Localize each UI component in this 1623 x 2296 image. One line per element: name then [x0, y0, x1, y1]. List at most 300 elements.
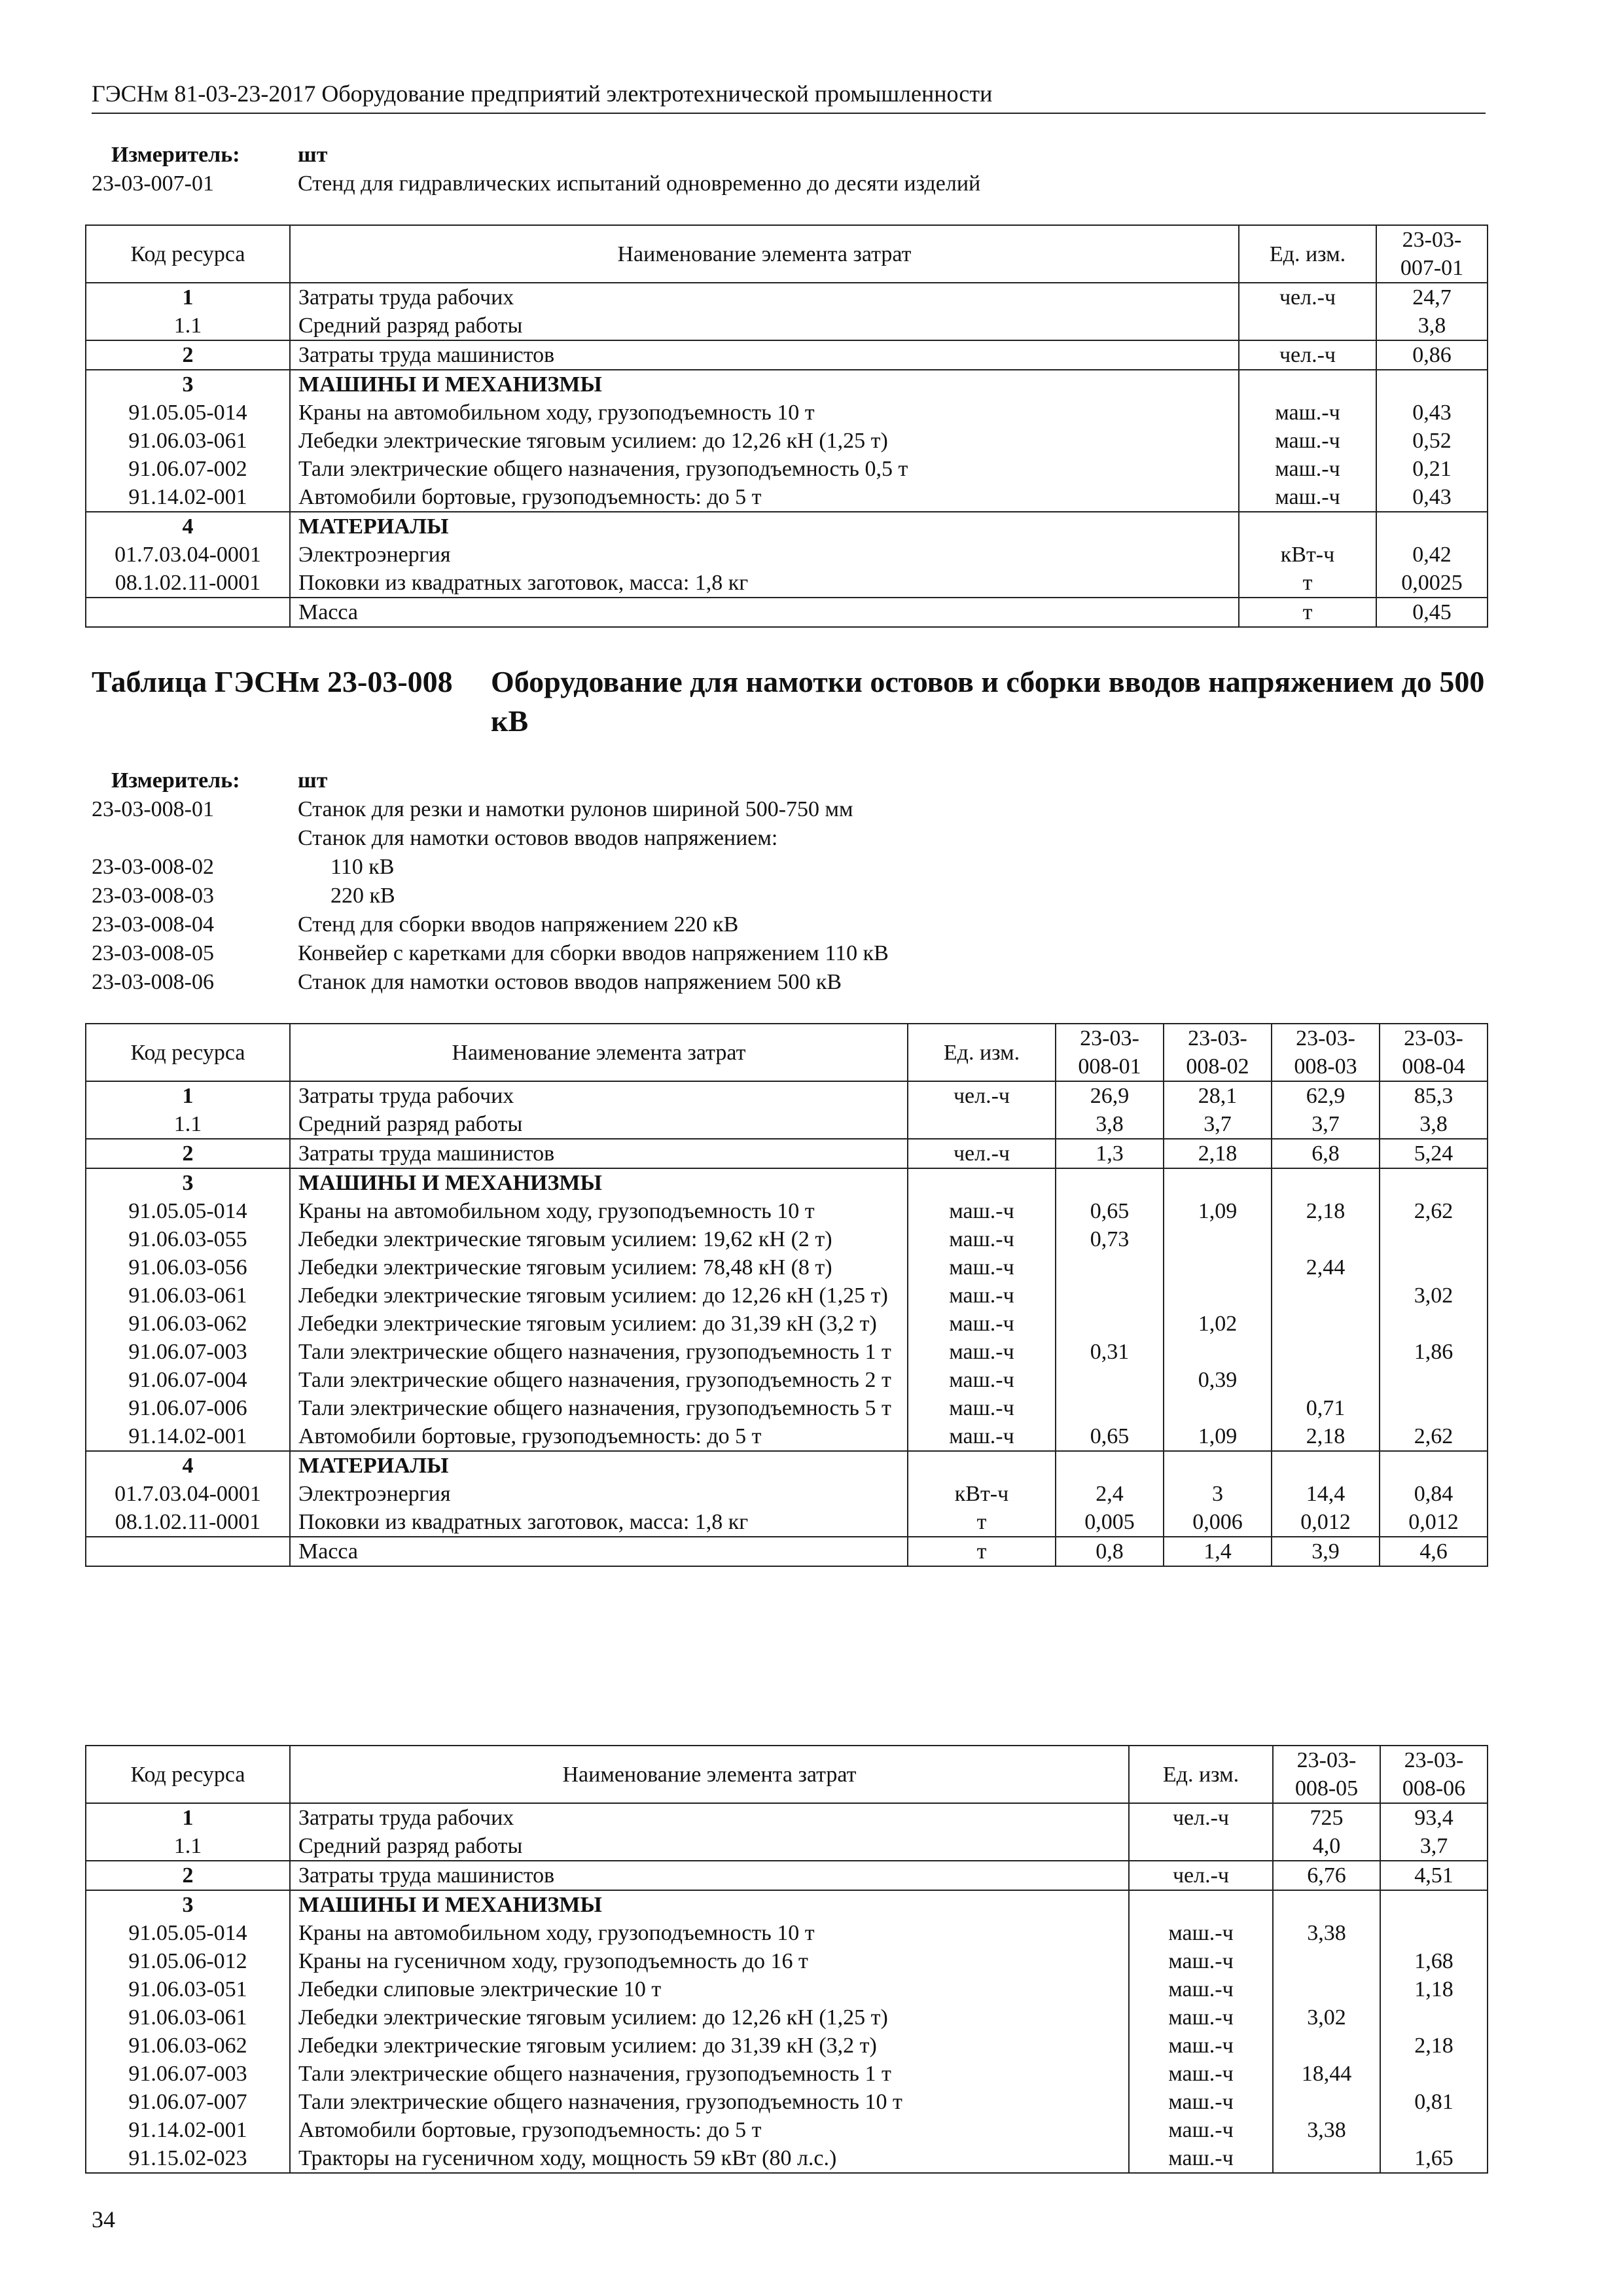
cost-element-name-cell: МАТЕРИАЛЫ [290, 1451, 908, 1480]
table-row [86, 312, 1488, 340]
resource-code-cell: 91.05.05-014 [86, 1919, 290, 1947]
value-cell: 3,38 [1273, 1919, 1380, 1947]
table-row [86, 1139, 1488, 1168]
unit-cell: чел.-ч [908, 1081, 1056, 1110]
unit-cell [908, 1110, 1056, 1139]
unit-cell: маш.-ч [908, 1282, 1056, 1310]
value-cell: 0,0025 [1376, 569, 1488, 598]
item-code: 23-03-008-06 [92, 970, 214, 994]
item-text: Стенд для сборки вводов напряжением 220 кВ [298, 912, 739, 937]
resource-code-cell [86, 1537, 290, 1566]
value-cell: 1,4 [1164, 1537, 1272, 1566]
resource-code-cell: 1.1 [86, 1110, 290, 1139]
resource-code-cell: 91.14.02-001 [86, 483, 290, 512]
value-cell: 26,9 [1056, 1081, 1164, 1110]
resource-code-cell: 08.1.02.11-0001 [86, 569, 290, 598]
column-header: Код ресурса [86, 225, 290, 283]
cost-element-name-cell: МАШИНЫ И МЕХАНИЗМЫ [290, 370, 1239, 399]
resource-code-cell: 91.06.03-055 [86, 1225, 290, 1253]
unit-cell: чел.-ч [1129, 1803, 1273, 1832]
cost-element-name-cell: Лебедки электрические тяговым усилием: 19,62 кН (2 т) [290, 1225, 908, 1253]
unit-cell: маш.-ч [908, 1394, 1056, 1422]
unit-cell: чел.-ч [908, 1139, 1056, 1168]
value-cell [1272, 1451, 1380, 1480]
unit-cell: т [1239, 569, 1376, 598]
unit-cell: маш.-ч [908, 1253, 1056, 1282]
unit-cell [908, 1451, 1056, 1480]
cost-element-name-cell: Автомобили бортовые, грузоподъемность: до 5 т [290, 2116, 1129, 2144]
item-text: Стенд для гидравлических испытаний одновременно до десяти изделий [298, 171, 981, 196]
unit-cell [1129, 1832, 1273, 1861]
resource-code-cell: 91.05.05-014 [86, 1197, 290, 1225]
value-cell: 0,86 [1376, 340, 1488, 370]
value-cell [1273, 2088, 1380, 2116]
column-header: 23-03- 008-06 [1380, 1746, 1488, 1803]
value-cell [1056, 1366, 1164, 1394]
unit-cell: маш.-ч [1129, 2003, 1273, 2032]
value-cell: 3 [1164, 1480, 1272, 1508]
table-row [86, 541, 1488, 569]
resource-code-cell: 4 [86, 1451, 290, 1480]
unit-cell [1129, 1890, 1273, 1919]
item-code: 23-03-007-01 [92, 171, 214, 196]
resource-code-cell: 2 [86, 1861, 290, 1890]
unit-cell: маш.-ч [1129, 2088, 1273, 2116]
value-cell: 0,65 [1056, 1422, 1164, 1451]
value-cell: 62,9 [1272, 1081, 1380, 1110]
value-cell: 1,68 [1380, 1947, 1488, 1975]
unit-cell: маш.-ч [908, 1310, 1056, 1338]
cost-element-name-cell: Тали электрические общего назначения, грузоподъемность 2 т [290, 1366, 908, 1394]
value-cell: 0,012 [1380, 1508, 1488, 1537]
value-cell [1272, 1310, 1380, 1338]
unit-cell: маш.-ч [1239, 427, 1376, 455]
cost-element-name-cell: Масса [290, 1537, 908, 1566]
unit-cell: маш.-ч [1129, 1919, 1273, 1947]
resource-code-cell: 91.06.03-061 [86, 1282, 290, 1310]
resource-code-cell: 91.05.05-014 [86, 399, 290, 427]
value-cell [1380, 2116, 1488, 2144]
value-cell: 3,8 [1380, 1110, 1488, 1139]
column-header: 23-03- 007-01 [1376, 225, 1488, 283]
value-cell [1380, 1394, 1488, 1422]
table-row [86, 1422, 1488, 1451]
unit-cell: маш.-ч [908, 1366, 1056, 1394]
value-cell: 3,02 [1380, 1282, 1488, 1310]
value-cell [1380, 1310, 1488, 1338]
value-cell: 2,4 [1056, 1480, 1164, 1508]
table-row [86, 1310, 1488, 1338]
cost-element-name-cell: Средний разряд работы [290, 312, 1239, 340]
value-cell [1056, 1310, 1164, 1338]
unit-cell: чел.-ч [1239, 340, 1376, 370]
unit-cell: т [908, 1508, 1056, 1537]
table-row [86, 1947, 1488, 1975]
table-row [86, 340, 1488, 370]
cost-element-name-cell: Масса [290, 598, 1239, 627]
page-number: 34 [92, 2206, 115, 2233]
value-cell [1272, 1225, 1380, 1253]
value-cell: 0,52 [1376, 427, 1488, 455]
value-cell: 3,38 [1273, 2116, 1380, 2144]
value-cell [1164, 1451, 1272, 1480]
value-cell [1380, 2060, 1488, 2088]
unit-cell: маш.-ч [1129, 2116, 1273, 2144]
resource-code-cell: 3 [86, 1168, 290, 1197]
column-header: 23-03- 008-03 [1272, 1024, 1380, 1081]
value-cell: 28,1 [1164, 1081, 1272, 1110]
value-cell [1056, 1253, 1164, 1282]
cost-element-name-cell: Краны на гусеничном ходу, грузоподъемность до 16 т [290, 1947, 1129, 1975]
value-cell [1272, 1168, 1380, 1197]
cost-element-name-cell: Краны на автомобильном ходу, грузоподъемность 10 т [290, 1197, 908, 1225]
value-cell: 3,8 [1056, 1110, 1164, 1139]
table-row [86, 1081, 1488, 1110]
value-cell [1273, 1975, 1380, 2003]
table-row [86, 1803, 1488, 1832]
item-text: 110 кВ [330, 855, 395, 879]
column-header: 23-03- 008-04 [1380, 1024, 1488, 1081]
cost-element-name-cell: Лебедки электрические тяговым усилием: до 31,39 кН (3,2 т) [290, 1310, 908, 1338]
table-row [86, 1366, 1488, 1394]
table-row [86, 2144, 1488, 2173]
value-cell: 85,3 [1380, 1081, 1488, 1110]
value-cell [1376, 370, 1488, 399]
cost-element-name-cell: Лебедки электрические тяговым усилием: до 12,26 кН (1,25 т) [290, 427, 1239, 455]
value-cell: 24,7 [1376, 283, 1488, 312]
value-cell: 1,09 [1164, 1422, 1272, 1451]
table-row [86, 1110, 1488, 1139]
item-code [92, 824, 298, 853]
value-cell: 6,76 [1273, 1861, 1380, 1890]
value-cell: 0,012 [1272, 1508, 1380, 1537]
value-cell [1164, 1282, 1272, 1310]
cost-table-008-a [85, 1023, 1488, 1567]
cost-element-name-cell: Автомобили бортовые, грузоподъемность: до 5 т [290, 1422, 908, 1451]
table-row [86, 1832, 1488, 1861]
value-cell: 0,31 [1056, 1338, 1164, 1366]
cost-element-name-cell: Тракторы на гусеничном ходу, мощность 59 кВт (80 л.с.) [290, 2144, 1129, 2173]
unit-cell: чел.-ч [1239, 283, 1376, 312]
value-cell [1056, 1451, 1164, 1480]
value-cell: 1,86 [1380, 1338, 1488, 1366]
column-header: Ед. изм. [908, 1024, 1056, 1081]
value-cell: 1,65 [1380, 2144, 1488, 2173]
resource-code-cell: 1 [86, 283, 290, 312]
value-cell [1273, 2144, 1380, 2173]
cost-element-name-cell: Лебедки электрические тяговым усилием: до 12,26 кН (1,25 т) [290, 1282, 908, 1310]
value-cell: 14,4 [1272, 1480, 1380, 1508]
value-cell: 725 [1273, 1803, 1380, 1832]
value-cell: 2,62 [1380, 1197, 1488, 1225]
value-cell: 3,02 [1273, 2003, 1380, 2032]
cost-element-name-cell: Тали электрические общего назначения, грузоподъемность 1 т [290, 1338, 908, 1366]
cost-element-name-cell: Лебедки слиповые электрические 10 т [290, 1975, 1129, 2003]
table-row [86, 427, 1488, 455]
value-cell: 4,51 [1380, 1861, 1488, 1890]
resource-code-cell: 91.06.03-061 [86, 427, 290, 455]
value-cell: 0,8 [1056, 1537, 1164, 1566]
value-cell: 0,84 [1380, 1480, 1488, 1508]
measure-label: Измеритель: [111, 768, 240, 793]
value-cell: 2,18 [1272, 1422, 1380, 1451]
unit-cell: маш.-ч [1129, 2144, 1273, 2173]
column-header: Код ресурса [86, 1024, 290, 1081]
item-code: 23-03-008-03 [92, 884, 214, 908]
table-row [86, 483, 1488, 512]
table-row [86, 1537, 1488, 1566]
table-row [86, 370, 1488, 399]
cost-element-name-cell: Средний разряд работы [290, 1110, 908, 1139]
cost-element-name-cell: Лебедки электрические тяговым усилием: 78,48 кН (8 т) [290, 1253, 908, 1282]
table-row [86, 455, 1488, 483]
unit-cell: маш.-ч [1239, 483, 1376, 512]
value-cell [1272, 1282, 1380, 1310]
unit-cell: кВт-ч [908, 1480, 1056, 1508]
item-code: 23-03-008-04 [92, 912, 214, 937]
resource-code-cell: 08.1.02.11-0001 [86, 1508, 290, 1537]
table-row [86, 1480, 1488, 1508]
column-header: Наименование элемента затрат [290, 1024, 908, 1081]
cost-element-name-cell: Поковки из квадратных заготовок, масса: 1,8 кг [290, 569, 1239, 598]
table-row [86, 569, 1488, 598]
value-cell: 1,18 [1380, 1975, 1488, 2003]
resource-code-cell: 91.15.02-023 [86, 2144, 290, 2173]
value-cell [1380, 1890, 1488, 1919]
value-cell: 3,7 [1272, 1110, 1380, 1139]
page-header: ГЭСНм 81-03-23-2017 Оборудование предприятий электротехнической промышленности [92, 79, 1486, 114]
cost-element-name-cell: Тали электрические общего назначения, грузоподъемность 5 т [290, 1394, 908, 1422]
unit-cell: маш.-ч [1129, 2060, 1273, 2088]
value-cell: 0,43 [1376, 483, 1488, 512]
resource-code-cell: 1 [86, 1081, 290, 1110]
item-text: Станок для намотки остовов вводов напряжением: [298, 826, 778, 850]
table-row [86, 512, 1488, 541]
value-cell: 0,65 [1056, 1197, 1164, 1225]
cost-element-name-cell: Затраты труда машинистов [290, 340, 1239, 370]
unit-cell: маш.-ч [908, 1197, 1056, 1225]
cost-element-name-cell: Краны на автомобильном ходу, грузоподъемность 10 т [290, 399, 1239, 427]
resource-code-cell [86, 598, 290, 627]
table-row [86, 1508, 1488, 1537]
value-cell [1380, 1451, 1488, 1480]
cost-element-name-cell: Автомобили бортовые, грузоподъемность: до 5 т [290, 483, 1239, 512]
resource-code-cell: 3 [86, 1890, 290, 1919]
value-cell: 93,4 [1380, 1803, 1488, 1832]
table-name-title: Оборудование для намотки остовов и сборки вводов напряжением до 500 кВ [491, 665, 1485, 738]
value-cell: 0,42 [1376, 541, 1488, 569]
measure-block-1 [92, 141, 1499, 198]
cost-element-name-cell: Затраты труда рабочих [290, 283, 1239, 312]
value-cell: 0,005 [1056, 1508, 1164, 1537]
value-cell [1380, 1168, 1488, 1197]
unit-cell: т [908, 1537, 1056, 1566]
resource-code-cell: 91.14.02-001 [86, 1422, 290, 1451]
table-row [86, 1282, 1488, 1310]
item-text: 220 кВ [330, 884, 395, 908]
value-cell: 1,09 [1164, 1197, 1272, 1225]
value-cell [1164, 1253, 1272, 1282]
value-cell [1164, 1394, 1272, 1422]
cost-element-name-cell: МАШИНЫ И МЕХАНИЗМЫ [290, 1890, 1129, 1919]
table-row [86, 2003, 1488, 2032]
table-id-title: Таблица ГЭСНм 23-03-008 [92, 665, 453, 698]
value-cell: 0,43 [1376, 399, 1488, 427]
value-cell: 0,45 [1376, 598, 1488, 627]
resource-code-cell: 91.06.07-003 [86, 1338, 290, 1366]
value-cell [1056, 1168, 1164, 1197]
value-cell: 0,71 [1272, 1394, 1380, 1422]
column-header: 23-03- 008-05 [1273, 1746, 1380, 1803]
item-text: Конвейер с каретками для сборки вводов напряжением 110 кВ [298, 941, 889, 965]
table-row [86, 2088, 1488, 2116]
value-cell: 2,44 [1272, 1253, 1380, 1282]
value-cell: 0,73 [1056, 1225, 1164, 1253]
column-header: Наименование элемента затрат [290, 225, 1239, 283]
table-row [86, 1861, 1488, 1890]
value-cell: 0,006 [1164, 1508, 1272, 1537]
cost-element-name-cell: Затраты труда машинистов [290, 1861, 1129, 1890]
value-cell: 5,24 [1380, 1139, 1488, 1168]
unit-cell: кВт-ч [1239, 541, 1376, 569]
unit-cell: маш.-ч [908, 1225, 1056, 1253]
table-row [86, 1394, 1488, 1422]
resource-code-cell: 1.1 [86, 1832, 290, 1861]
value-cell [1380, 1366, 1488, 1394]
cost-table-008-b [85, 1745, 1488, 2174]
value-cell [1056, 1394, 1164, 1422]
value-cell: 4,6 [1380, 1537, 1488, 1566]
unit-cell: маш.-ч [1129, 2032, 1273, 2060]
table-row [86, 399, 1488, 427]
value-cell: 3,7 [1164, 1110, 1272, 1139]
value-cell [1164, 1225, 1272, 1253]
resource-code-cell: 91.06.03-061 [86, 2003, 290, 2032]
cost-element-name-cell: МАШИНЫ И МЕХАНИЗМЫ [290, 1168, 908, 1197]
item-text: Станок для резки и намотки рулонов шириной 500-750 мм [298, 797, 853, 821]
value-cell: 2,62 [1380, 1422, 1488, 1451]
resource-code-cell: 1.1 [86, 312, 290, 340]
table-row [86, 1168, 1488, 1197]
column-header: Код ресурса [86, 1746, 290, 1803]
table-row [86, 1253, 1488, 1282]
column-header: 23-03- 008-02 [1164, 1024, 1272, 1081]
value-cell: 2,18 [1164, 1139, 1272, 1168]
resource-code-cell: 91.05.06-012 [86, 1947, 290, 1975]
resource-code-cell: 91.06.03-051 [86, 1975, 290, 2003]
measure-value: шт [298, 768, 328, 793]
value-cell [1056, 1282, 1164, 1310]
unit-cell [1239, 370, 1376, 399]
resource-code-cell: 01.7.03.04-0001 [86, 1480, 290, 1508]
table-row [86, 2032, 1488, 2060]
value-cell [1380, 2003, 1488, 2032]
cost-element-name-cell: Затраты труда рабочих [290, 1081, 908, 1110]
value-cell [1376, 512, 1488, 541]
table-row [86, 2060, 1488, 2088]
value-cell: 1,3 [1056, 1139, 1164, 1168]
item-text: Станок для намотки остовов вводов напряжением 500 кВ [298, 970, 842, 994]
item-code: 23-03-008-02 [92, 855, 214, 879]
value-cell: 1,02 [1164, 1310, 1272, 1338]
resource-code-cell: 91.06.03-062 [86, 1310, 290, 1338]
cost-element-name-cell: Затраты труда машинистов [290, 1139, 908, 1168]
cost-element-name-cell: Тали электрические общего назначения, грузоподъемность 0,5 т [290, 455, 1239, 483]
resource-code-cell: 1 [86, 1803, 290, 1832]
value-cell: 4,0 [1273, 1832, 1380, 1861]
table-row [86, 1338, 1488, 1366]
cost-table-007 [85, 224, 1488, 628]
table-header-row [86, 1024, 1488, 1081]
value-cell [1273, 1890, 1380, 1919]
section-title [92, 662, 1499, 741]
cost-element-name-cell: Электроэнергия [290, 1480, 908, 1508]
resource-code-cell: 4 [86, 512, 290, 541]
value-cell: 2,18 [1380, 2032, 1488, 2060]
cost-element-name-cell: Электроэнергия [290, 541, 1239, 569]
table-row [86, 1197, 1488, 1225]
table-row [86, 1975, 1488, 2003]
unit-cell: маш.-ч [1129, 1975, 1273, 2003]
measure-label: Измеритель: [111, 143, 240, 167]
cost-element-name-cell: Краны на автомобильном ходу, грузоподъемность 10 т [290, 1919, 1129, 1947]
value-cell [1380, 1919, 1488, 1947]
value-cell: 2,18 [1272, 1197, 1380, 1225]
resource-code-cell: 01.7.03.04-0001 [86, 541, 290, 569]
value-cell [1273, 2032, 1380, 2060]
value-cell: 0,81 [1380, 2088, 1488, 2116]
column-header: Ед. изм. [1239, 225, 1376, 283]
resource-code-cell: 91.06.07-007 [86, 2088, 290, 2116]
cost-element-name-cell: МАТЕРИАЛЫ [290, 512, 1239, 541]
cost-element-name-cell: Лебедки электрические тяговым усилием: до 31,39 кН (3,2 т) [290, 2032, 1129, 2060]
unit-cell: маш.-ч [1239, 399, 1376, 427]
unit-cell [908, 1168, 1056, 1197]
table-header-row [86, 225, 1488, 283]
item-code: 23-03-008-05 [92, 941, 214, 965]
value-cell [1272, 1366, 1380, 1394]
item-code: 23-03-008-01 [92, 797, 214, 821]
table-row [86, 1919, 1488, 1947]
value-cell [1380, 1253, 1488, 1282]
unit-cell: маш.-ч [1239, 455, 1376, 483]
unit-cell: т [1239, 598, 1376, 627]
resource-code-cell: 91.06.03-056 [86, 1253, 290, 1282]
value-cell: 3,8 [1376, 312, 1488, 340]
value-cell [1272, 1338, 1380, 1366]
table-row [86, 1225, 1488, 1253]
value-cell: 18,44 [1273, 2060, 1380, 2088]
table-header-row [86, 1746, 1488, 1803]
table-row [86, 2116, 1488, 2144]
resource-code-cell: 3 [86, 370, 290, 399]
resource-code-cell: 2 [86, 1139, 290, 1168]
cost-element-name-cell: Тали электрические общего назначения, грузоподъемность 10 т [290, 2088, 1129, 2116]
value-cell: 6,8 [1272, 1139, 1380, 1168]
table-row [86, 1451, 1488, 1480]
value-cell [1164, 1168, 1272, 1197]
unit-cell: маш.-ч [908, 1422, 1056, 1451]
cost-element-name-cell: Затраты труда рабочих [290, 1803, 1129, 1832]
value-cell [1273, 1947, 1380, 1975]
value-cell [1164, 1338, 1272, 1366]
value-cell: 3,7 [1380, 1832, 1488, 1861]
cost-element-name-cell: Поковки из квадратных заготовок, масса: 1,8 кг [290, 1508, 908, 1537]
unit-cell [1239, 512, 1376, 541]
unit-cell: чел.-ч [1129, 1861, 1273, 1890]
value-cell: 3,9 [1272, 1537, 1380, 1566]
cost-element-name-cell: Лебедки электрические тяговым усилием: до 12,26 кН (1,25 т) [290, 2003, 1129, 2032]
